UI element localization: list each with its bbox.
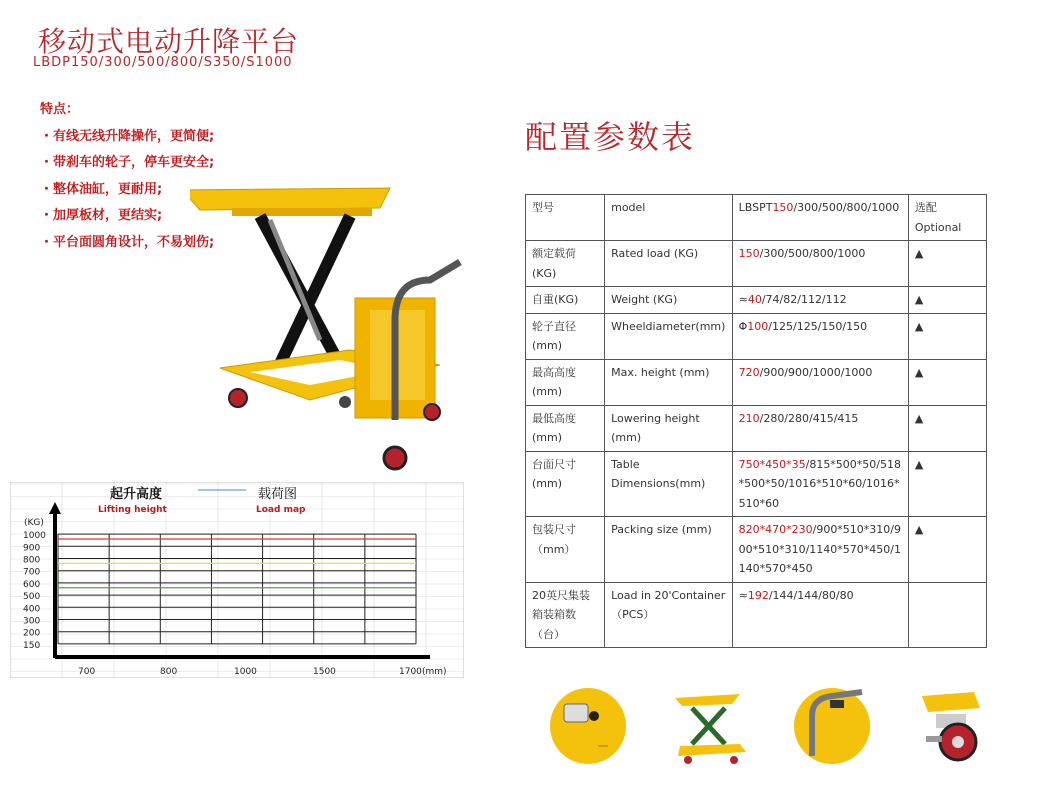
spec-label-cn: 最低高度(mm) bbox=[526, 405, 605, 451]
model-subtitle: LBDP150/300/500/800/S350/S1000 bbox=[33, 55, 293, 70]
spec-option: ▲ bbox=[908, 287, 986, 314]
spec-label-cn: 额定载荷(KG) bbox=[526, 241, 605, 287]
spec-value-highlight: 720 bbox=[738, 365, 760, 379]
x-axis-unit: (mm) bbox=[422, 667, 447, 677]
spec-value-highlight: 150 bbox=[738, 247, 760, 260]
spec-label-cn: 包装尺寸（mm） bbox=[526, 517, 605, 583]
spec-value-highlight: 150 bbox=[772, 201, 794, 214]
spec-option: ▲ bbox=[908, 451, 986, 517]
spec-label-en: Table Dimensions(mm) bbox=[605, 451, 733, 517]
y-tick-label: 600 bbox=[23, 579, 41, 590]
spec-value bbox=[732, 359, 908, 405]
spec-value bbox=[732, 517, 908, 583]
spec-value bbox=[732, 582, 908, 648]
y-tick-label: 900 bbox=[23, 543, 41, 554]
spec-row bbox=[526, 451, 987, 517]
features-list bbox=[40, 97, 214, 256]
y-axis-unit: (KG) bbox=[24, 518, 44, 528]
spec-option: ▲ bbox=[908, 517, 986, 583]
spec-value-prefix: ≈ bbox=[738, 588, 748, 602]
spec-label-en: Wheeldiameter(mm) bbox=[605, 313, 733, 359]
spec-value-rest: /300/500/800/1000 bbox=[759, 247, 866, 260]
spec-row bbox=[526, 582, 987, 648]
spec-label-en: Rated load (KG) bbox=[605, 241, 733, 287]
spec-value bbox=[732, 287, 908, 314]
spec-option: 选配 Optional bbox=[908, 195, 986, 241]
y-tick-label: 150 bbox=[23, 640, 41, 651]
spec-row bbox=[526, 405, 987, 451]
feature-item: ・平台面圆角设计，不易划伤; bbox=[40, 234, 215, 250]
spec-label-en: model bbox=[605, 195, 733, 241]
y-axis-arrow bbox=[49, 502, 61, 514]
spec-value-rest: /300/500/800/1000 bbox=[793, 201, 900, 214]
spec-value-highlight: 210 bbox=[738, 411, 760, 425]
x-tick-label: 1500 bbox=[313, 667, 336, 677]
y-tick-label: 400 bbox=[23, 604, 41, 615]
y-tick-label: 300 bbox=[23, 616, 41, 627]
spec-row bbox=[526, 241, 987, 287]
spec-option: ▲ bbox=[908, 313, 986, 359]
spec-row bbox=[526, 359, 987, 405]
spec-label-en: Weight (KG) bbox=[605, 287, 733, 314]
scissor-detail-image bbox=[670, 686, 750, 766]
feature-item: ・有线无线升降操作，更简便; bbox=[40, 128, 215, 144]
spec-value-rest: /125/125/150/150 bbox=[768, 319, 868, 333]
spec-value-rest: /900*510*310/900*510*310/1140*570*450/1140*570*450 bbox=[738, 523, 902, 575]
x-tick-label: 1000 bbox=[234, 667, 257, 677]
spec-label-en: Max. height (mm) bbox=[605, 359, 733, 405]
spec-label-cn: 轮子直径(mm) bbox=[526, 313, 605, 359]
spec-option: ▲ bbox=[908, 359, 986, 405]
spec-label-en: Lowering height (mm) bbox=[605, 405, 733, 451]
chart-title: 起升高度 bbox=[110, 487, 163, 502]
spec-row bbox=[526, 517, 987, 583]
page-title: 移动式电动升降平台 bbox=[38, 25, 300, 58]
spec-label-en: Load in 20'Container（PCS） bbox=[605, 582, 733, 648]
spec-option: ▲ bbox=[908, 405, 986, 451]
x-tick-label: 800 bbox=[160, 667, 178, 677]
spec-table bbox=[525, 194, 987, 648]
spec-option: ▲ bbox=[908, 241, 986, 287]
feature-item: ・带刹车的轮子，停车更安全; bbox=[40, 155, 215, 170]
spec-table-title: 配置参数表 bbox=[525, 118, 696, 156]
y-tick-label: 700 bbox=[23, 567, 41, 578]
wheel-detail-image bbox=[914, 686, 994, 766]
x-tick-label: 1700 bbox=[399, 667, 422, 677]
y-tick-label: 1000 bbox=[23, 531, 46, 542]
spec-value-rest: /74/82/112/112 bbox=[761, 293, 847, 306]
spec-value bbox=[732, 405, 908, 451]
spec-value bbox=[732, 195, 908, 241]
spec-value-highlight: 192 bbox=[747, 588, 769, 602]
spec-value-rest: /815*500*50/518*500*50/1016*510*60/1016*510*60 bbox=[738, 457, 902, 510]
spec-value-highlight: 820*470*230 bbox=[738, 523, 813, 536]
spec-value-highlight: 40 bbox=[747, 293, 762, 306]
spec-value-rest: /144/144/80/80 bbox=[768, 588, 854, 602]
control-box-detail-image bbox=[548, 686, 628, 766]
legend-label: 载荷图 bbox=[258, 487, 298, 502]
y-tick-label: 500 bbox=[23, 592, 41, 603]
spec-label-cn: 台面尺寸(mm) bbox=[526, 451, 605, 517]
spec-label-cn: 20英尺集装箱装箱数（台） bbox=[526, 582, 605, 648]
spec-row bbox=[526, 195, 987, 241]
chart-title-en: Lifting height bbox=[98, 505, 167, 515]
spec-value-rest: /900/900/1000/1000 bbox=[759, 365, 873, 379]
spec-value-highlight: 750*450*35 bbox=[738, 457, 806, 471]
y-tick-label: 800 bbox=[23, 555, 41, 566]
feature-item: ・整体油缸，更耐用; bbox=[40, 181, 163, 197]
spec-value-rest: /280/280/415/415 bbox=[759, 411, 859, 425]
feature-item: ・加厚板材，更结实; bbox=[40, 208, 163, 223]
spec-value-highlight: 100 bbox=[747, 319, 769, 333]
spec-value-prefix: Φ bbox=[738, 319, 748, 333]
features-heading: 特点： bbox=[40, 102, 80, 117]
spec-value bbox=[732, 241, 908, 287]
spec-row bbox=[526, 313, 987, 359]
x-tick-label: 700 bbox=[78, 667, 96, 677]
spec-label-cn: 型号 bbox=[526, 195, 605, 241]
spec-value bbox=[732, 451, 908, 517]
spec-option bbox=[908, 582, 986, 648]
spec-value-prefix: LBSPT bbox=[738, 201, 773, 214]
load-chart bbox=[10, 482, 464, 678]
spec-row bbox=[526, 287, 987, 314]
handle-detail-image bbox=[792, 686, 872, 766]
legend-label-en: Load map bbox=[256, 505, 306, 515]
lift-table-image bbox=[190, 180, 470, 480]
spec-value-prefix: ≈ bbox=[738, 293, 748, 306]
spec-label-cn: 最高高度(mm) bbox=[526, 359, 605, 405]
spec-label-cn: 自重(KG) bbox=[526, 287, 605, 314]
spec-label-en: Packing size (mm) bbox=[605, 517, 733, 583]
spec-value bbox=[732, 313, 908, 359]
y-tick-label: 200 bbox=[23, 628, 41, 639]
